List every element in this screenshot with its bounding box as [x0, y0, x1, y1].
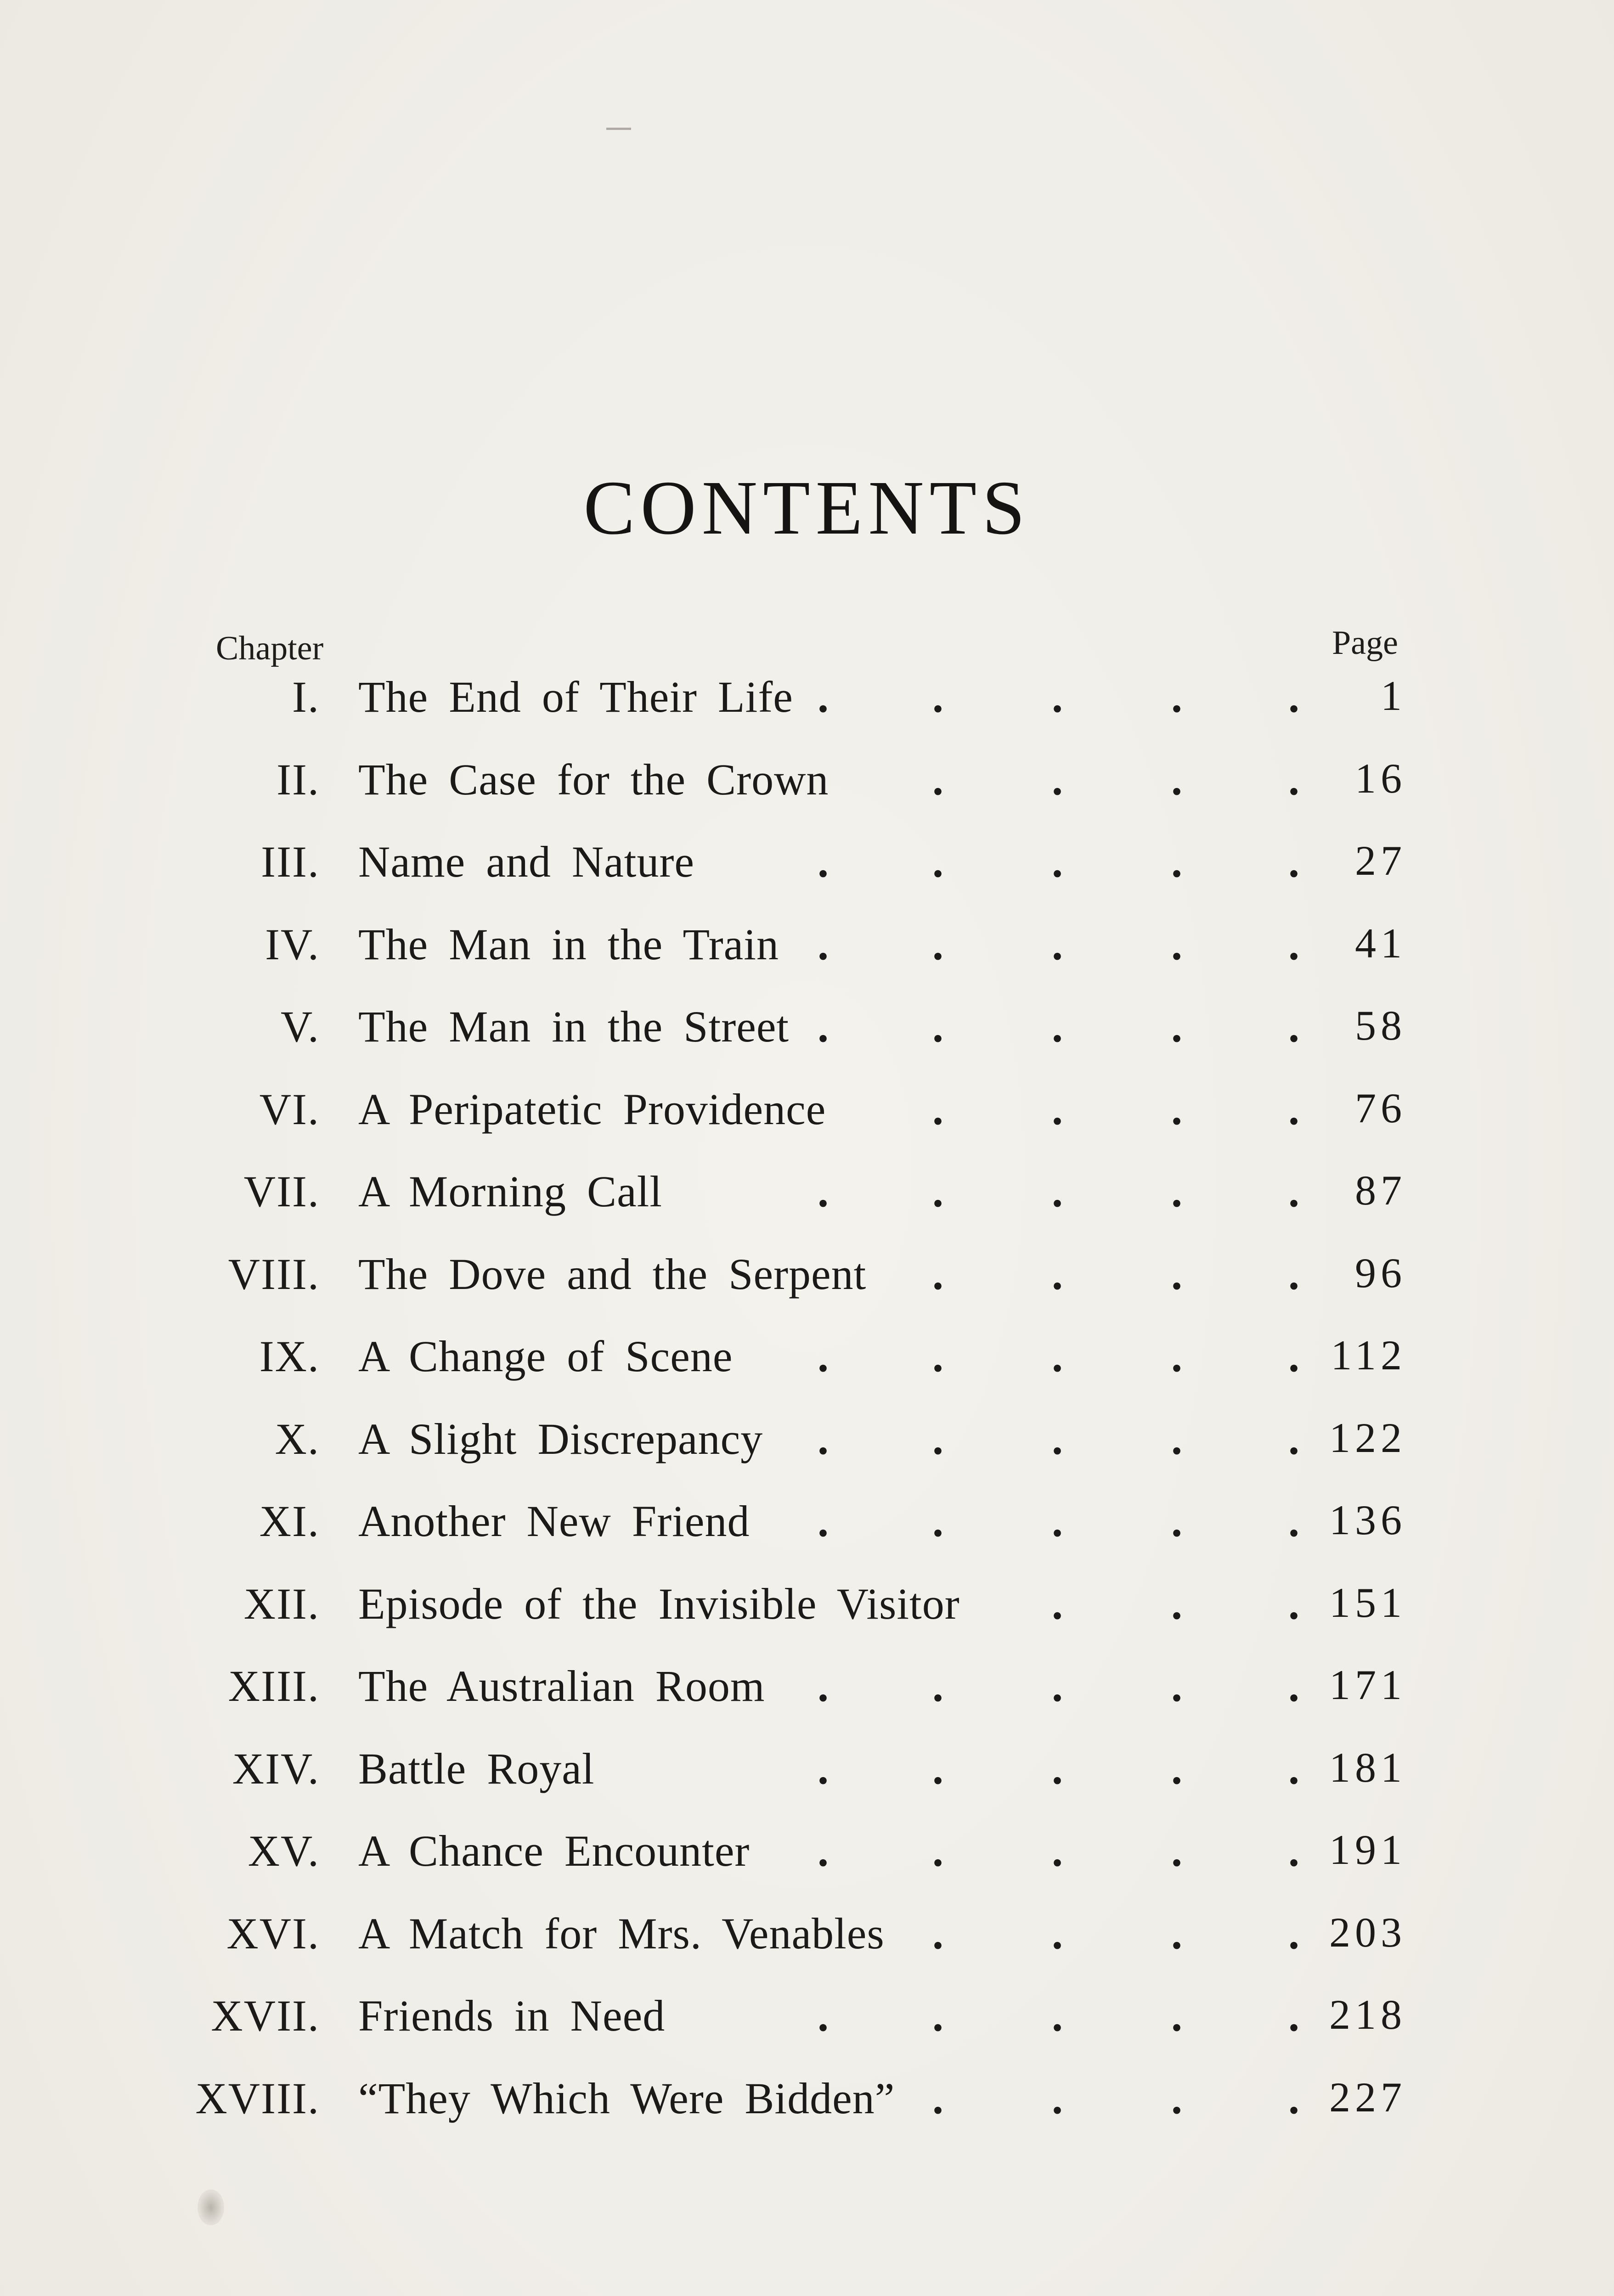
chapter-column-header: Chapter [216, 630, 324, 667]
leader-dot: . [1052, 1167, 1063, 1216]
page-number: 181 [1329, 1744, 1406, 1791]
chapter-title: A Slight Discrepancy [358, 1414, 763, 1463]
leader-dot: . [932, 837, 943, 886]
leader-dot: . [1171, 1661, 1182, 1711]
page-number: 203 [1329, 1909, 1406, 1956]
leader-dot: . [932, 1002, 943, 1051]
leader-dot: . [1171, 672, 1182, 721]
toc-entry [0, 754, 1614, 837]
leader-dot: . [818, 1332, 829, 1381]
leader-dot: . [1288, 1414, 1299, 1463]
page-number: 41 [1355, 920, 1406, 967]
leader-dot: . [1052, 1002, 1063, 1051]
toc-entry [0, 836, 1614, 919]
chapter-number: I. [292, 672, 320, 721]
ink-smudge [198, 2189, 224, 2225]
leader-dot: . [1288, 1249, 1299, 1299]
leader-dot: . [818, 920, 829, 969]
leader-dot: . [1052, 2074, 1063, 2123]
leader-dot: . [932, 1991, 943, 2040]
leader-dot: . [1288, 2074, 1299, 2123]
chapter-title: The Australian Room [358, 1661, 765, 1711]
leader-dot: . [1052, 1497, 1063, 1546]
toc-entry [0, 1496, 1614, 1578]
chapter-title: Friends in Need [358, 1991, 666, 2040]
page-number: 218 [1329, 1991, 1406, 2038]
leader-dot: . [1052, 755, 1063, 804]
page-number: 227 [1329, 2074, 1406, 2121]
leader-dot: . [818, 1826, 829, 1875]
chapter-number: XII. [243, 1579, 320, 1628]
chapter-number: XVI. [226, 1909, 320, 1958]
leader-dot: . [818, 1661, 829, 1711]
leader-dot: . [1171, 1497, 1182, 1546]
page-number: 171 [1329, 1661, 1406, 1708]
chapter-number: X. [275, 1414, 320, 1463]
chapter-number: XVIII. [195, 2074, 320, 2123]
leader-dot: . [818, 1414, 829, 1463]
toc-entry [0, 1001, 1614, 1084]
leader-dot: . [1171, 1414, 1182, 1463]
leader-dot: . [1288, 672, 1299, 721]
page-number: 16 [1355, 755, 1406, 802]
chapter-number: V. [281, 1002, 320, 1051]
toc-entry [0, 1084, 1614, 1166]
toc-entry [0, 919, 1614, 1002]
leader-dot: . [1052, 837, 1063, 886]
leader-dot: . [818, 1167, 829, 1216]
chapter-number: XVII. [211, 1991, 320, 2040]
leader-dot: . [1052, 920, 1063, 969]
leader-dot: . [1288, 1826, 1299, 1875]
chapter-number: IV. [265, 920, 320, 969]
chapter-number: VI. [259, 1085, 320, 1134]
chapter-title: The End of Their Life [358, 672, 793, 721]
chapter-number: IX. [259, 1332, 320, 1381]
chapter-number: XI. [259, 1497, 320, 1546]
leader-dot: . [932, 1167, 943, 1216]
toc-entry [0, 1578, 1614, 1661]
page-number: 96 [1355, 1249, 1406, 1296]
leader-dot: . [818, 837, 829, 886]
leader-dot: . [932, 1909, 943, 1958]
leader-dot: . [1288, 1002, 1299, 1051]
leader-dot: . [1288, 920, 1299, 969]
leader-dot: . [1171, 1249, 1182, 1299]
leader-dot: . [1052, 1909, 1063, 1958]
leader-dot: . [1052, 1661, 1063, 1711]
toc-entry [0, 1660, 1614, 1743]
page-number: 122 [1329, 1414, 1406, 1461]
leader-dot: . [932, 755, 943, 804]
leader-dot: . [932, 920, 943, 969]
leader-dot: . [1288, 1167, 1299, 1216]
chapter-number: VIII. [228, 1249, 320, 1299]
chapter-title: The Man in the Train [358, 920, 779, 969]
toc-entry [0, 1990, 1614, 2073]
leader-dot: . [932, 1826, 943, 1875]
leader-dot: . [1288, 837, 1299, 886]
leader-dot: . [818, 1002, 829, 1051]
chapter-title: Another New Friend [358, 1497, 750, 1546]
toc-entry [0, 1166, 1614, 1249]
page-number: 27 [1355, 837, 1406, 884]
leader-dot: . [1052, 1414, 1063, 1463]
chapter-title: A Match for Mrs. Venables [358, 1909, 885, 1958]
leader-dot: . [1052, 1249, 1063, 1299]
leader-dot: . [932, 2074, 943, 2123]
toc-entry [0, 1249, 1614, 1331]
page-column-header: Page [1332, 624, 1398, 662]
page-number: 58 [1355, 1002, 1406, 1049]
leader-dot: . [932, 672, 943, 721]
toc-entry [0, 1743, 1614, 1826]
chapter-number: XIII. [228, 1661, 320, 1711]
page-number: 136 [1329, 1497, 1406, 1543]
leader-dot: . [1171, 1909, 1182, 1958]
leader-dot: . [1288, 755, 1299, 804]
chapter-title: A Chance Encounter [358, 1826, 750, 1875]
leader-dot: . [1052, 1826, 1063, 1875]
leader-dot: . [932, 1497, 943, 1546]
leader-dot: . [1171, 1167, 1182, 1216]
leader-dot: . [1052, 1744, 1063, 1793]
chapter-title: A Peripatetic Providence [358, 1085, 826, 1134]
toc-entry [0, 1413, 1614, 1496]
leader-dot: . [1171, 1002, 1182, 1051]
page-number: 76 [1355, 1085, 1406, 1131]
leader-dot: . [932, 1332, 943, 1381]
leader-dot: . [1171, 1744, 1182, 1793]
leader-dot: . [1288, 1497, 1299, 1546]
chapter-title: The Case for the Crown [358, 755, 829, 804]
leader-dot: . [1288, 1909, 1299, 1958]
toc-entry [0, 2073, 1614, 2155]
page-number: 112 [1331, 1332, 1406, 1379]
leader-dot: . [932, 1414, 943, 1463]
leader-dot: . [1171, 1085, 1182, 1134]
leader-dot: . [1288, 1085, 1299, 1134]
leader-dot: . [1052, 1332, 1063, 1381]
chapter-number: XIV. [232, 1744, 320, 1793]
leader-dot: . [1171, 920, 1182, 969]
leader-dot: . [1288, 1579, 1299, 1628]
chapter-title: Episode of the Invisible Visitor [358, 1579, 960, 1628]
toc-entry [0, 1908, 1614, 1991]
page-number: 151 [1329, 1579, 1406, 1626]
chapter-number: II. [277, 755, 320, 804]
leader-dot: . [1052, 1579, 1063, 1628]
leader-dot: . [818, 672, 829, 721]
leader-dot: . [1052, 1991, 1063, 2040]
leader-dot: . [1171, 1579, 1182, 1628]
leader-dot: . [932, 1085, 943, 1134]
leader-dot: . [1288, 1991, 1299, 2040]
leader-dot: . [818, 1497, 829, 1546]
leader-dot: . [1171, 837, 1182, 886]
chapter-title: Battle Royal [358, 1744, 595, 1793]
leader-dot: . [818, 1991, 829, 2040]
chapter-title: The Man in the Street [358, 1002, 790, 1051]
toc-entry [0, 1331, 1614, 1413]
page-title: CONTENTS [583, 465, 1031, 551]
leader-dot: . [1288, 1744, 1299, 1793]
page-number: 191 [1329, 1826, 1406, 1873]
leader-dot: . [932, 1249, 943, 1299]
toc-entry [0, 671, 1614, 754]
leader-dot: . [1171, 1332, 1182, 1381]
chapter-title: A Morning Call [358, 1167, 663, 1216]
leader-dot: . [932, 1661, 943, 1711]
chapter-title: Name and Nature [358, 837, 695, 886]
leader-dot: . [1171, 1991, 1182, 2040]
toc-entry [0, 1825, 1614, 1908]
chapter-number: XV. [248, 1826, 320, 1875]
leader-dot: . [818, 1744, 829, 1793]
leader-dot: . [1052, 1085, 1063, 1134]
chapter-number: III. [261, 837, 320, 886]
leader-dot: . [1171, 2074, 1182, 2123]
leader-dot: . [1288, 1332, 1299, 1381]
leader-dot: . [1288, 1661, 1299, 1711]
leader-dot: . [932, 1744, 943, 1793]
chapter-title: The Dove and the Serpent [358, 1249, 867, 1299]
chapter-number: VII. [243, 1167, 320, 1216]
leader-dot: . [1171, 1826, 1182, 1875]
chapter-title: A Change of Scene [358, 1332, 733, 1381]
leader-dot: . [1171, 755, 1182, 804]
leader-dot: . [1052, 672, 1063, 721]
page-number: 1 [1381, 672, 1406, 719]
page-number: 87 [1355, 1167, 1406, 1214]
chapter-title: “They Which Were Bidden” [358, 2074, 895, 2123]
